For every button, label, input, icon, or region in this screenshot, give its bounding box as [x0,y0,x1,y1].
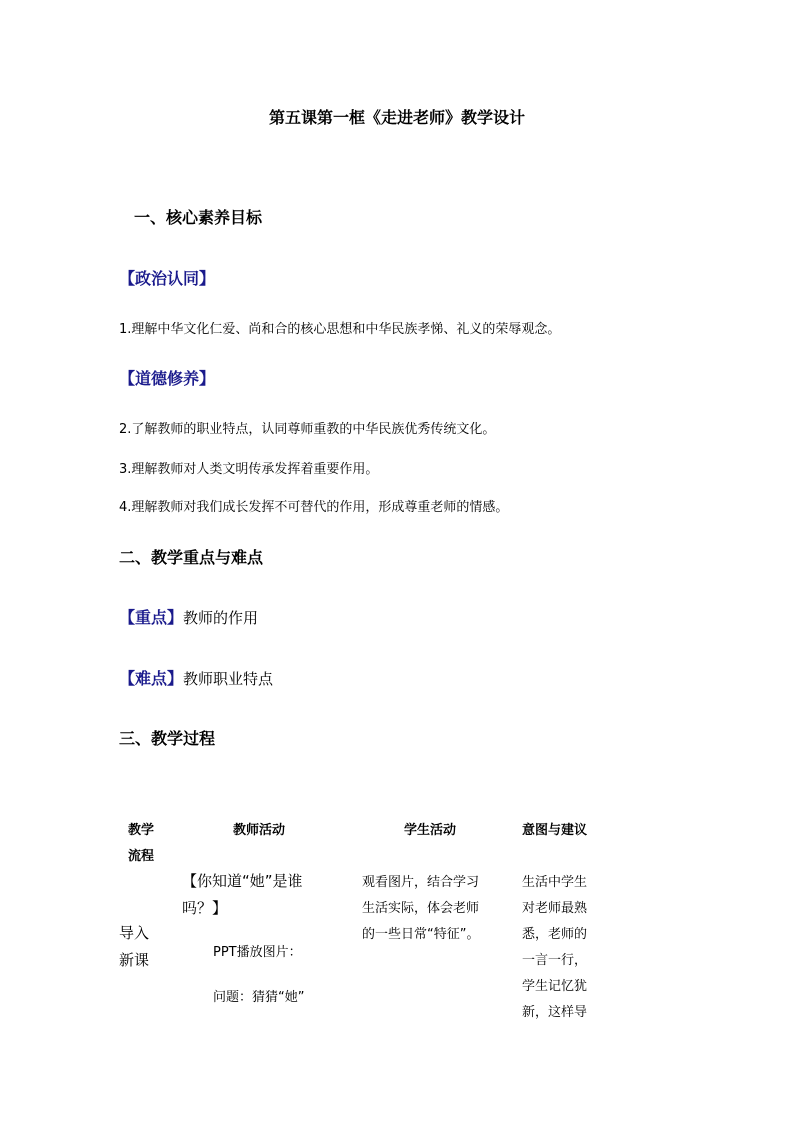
goal-item-2: 2.了解教师的职业特点，认同尊师重教的中华民族优秀传统文化。 [119,422,496,437]
difficult-point-line [119,666,273,689]
section-2-heading: 二、教学重点与难点 [119,548,264,567]
key-point-tag: 【重点】 [119,608,184,627]
row1-flow-line2: 新课 [119,951,150,969]
tag-political-identity: 【政治认同】 [119,269,216,288]
goal-item-1: 1.理解中华文化仁爱、尚和合的核心思想和中华民族孝悌、礼义的荣辱观念。 [119,322,561,337]
goal-item-4: 4.理解教师对我们成长发挥不可替代的作用，形成尊重老师的情感。 [119,500,509,515]
goal-item-3: 3.理解教师对人类文明传承发挥着重要作用。 [119,462,379,477]
row1-teacher-line1: 【你知道“她”是谁 [182,872,303,890]
document-title: 第五课第一框《走进老师》教学设计 [268,108,525,127]
key-point-text: 教师的作用 [183,609,259,627]
difficult-point-tag: 【难点】 [119,669,184,688]
row1-intent-line2: 对老师最熟 [522,901,588,916]
tag-moral-cultivation: 【道德修养】 [119,369,216,388]
row1-intent-line4: 一言一行， [522,953,588,968]
row1-student-line1: 观看图片，结合学习 [362,875,480,890]
difficult-point-text: 教师职业特点 [183,670,274,688]
row1-student-line2: 生活实际，体会老师 [362,901,480,916]
header-teacher-activity: 教师活动 [233,823,286,838]
section-1-heading: 一、核心素养目标 [134,208,263,227]
row1-intent-line1: 生活中学生 [522,875,588,890]
header-flow-line2: 流程 [128,849,155,864]
row1-teacher-line2: 吗？】 [182,899,228,917]
row1-intent-line3: 悉，老师的 [522,927,588,942]
row1-student-line3: 的一些日常“特征”。 [362,927,480,942]
key-point-line [119,605,258,628]
header-student-activity: 学生活动 [404,823,457,838]
section-3-heading: 三、教学过程 [119,729,216,748]
header-flow-line1: 教学 [128,823,155,838]
row1-intent-line5: 学生记忆犹 [522,979,588,994]
row1-flow-line1: 导入 [119,924,150,942]
row1-teacher-line4: 问题：猜猜“她” [213,990,305,1005]
row1-teacher-line3: PPT播放图片： [213,945,302,960]
header-intent: 意图与建议 [522,823,588,838]
row1-intent-line6: 新，这样导 [522,1005,588,1020]
